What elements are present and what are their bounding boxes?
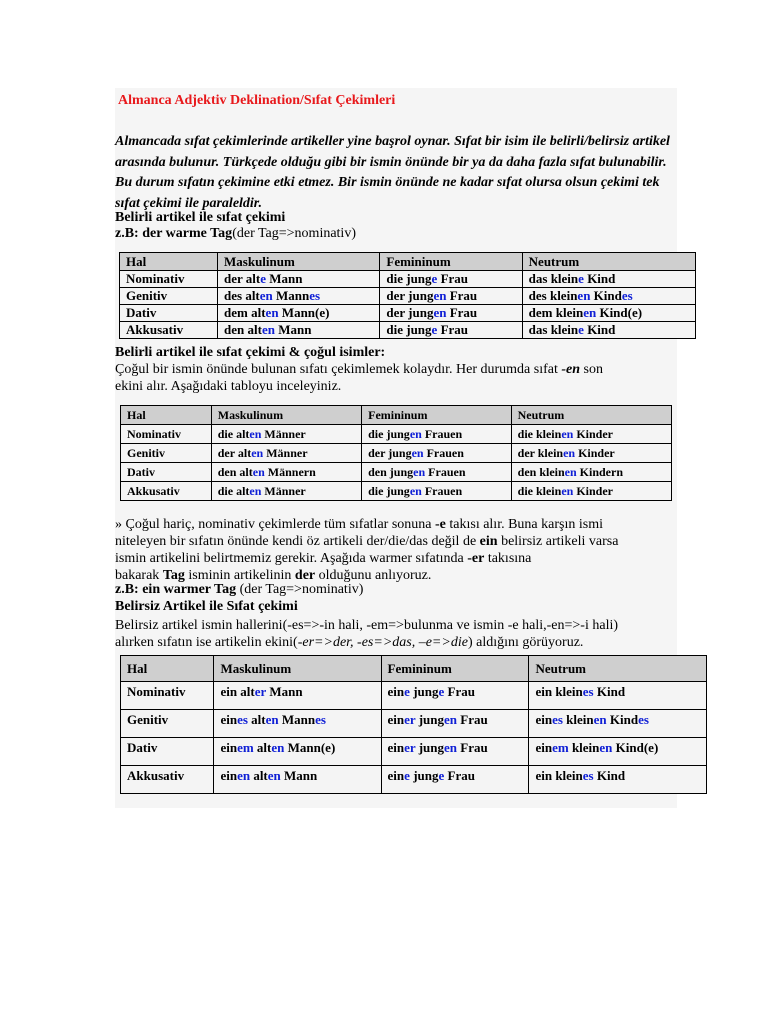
ending-highlight: en (583, 305, 597, 320)
cell-text: Mann (272, 288, 310, 303)
section3-text: ) aldığını görüyoruz. (467, 635, 584, 650)
cell-text: Kind (593, 684, 626, 699)
table-header-cell: Neutrum (511, 406, 671, 425)
cell-text: Kind (590, 288, 622, 303)
cell-text: ein alt (220, 684, 255, 699)
table-cell (522, 305, 695, 322)
ending-highlight: es (582, 768, 594, 783)
case-label: Dativ (121, 463, 212, 482)
cell-text: die jung (368, 483, 410, 498)
ending-highlight: en (249, 426, 262, 441)
section3-italic: -er=>der, -es=>das, –e=>die (297, 635, 468, 650)
ending-highlight: en (413, 464, 426, 479)
cell-text: Kinder (575, 445, 615, 460)
table-header-cell: Maskulinum (211, 406, 361, 425)
ending-highlight: er (254, 684, 267, 699)
section3-paragraph2 (115, 617, 618, 651)
cell-text: der alt (224, 271, 261, 286)
ending-highlight: en (593, 712, 607, 727)
section1-example (115, 226, 356, 242)
section3-bold: -er (467, 551, 485, 566)
cell-text: der jung (368, 445, 412, 460)
cell-text: ein klein (535, 768, 583, 783)
section1-title: Belirli artikel ile sıfat çekimi (115, 210, 286, 225)
table-cell (211, 482, 361, 501)
table-cell (522, 288, 695, 305)
ending-highlight: en (563, 445, 576, 460)
section3-example-rest: (der Tag=>nominativ) (236, 582, 364, 597)
case-label: Dativ (120, 305, 218, 322)
cell-text: der alt (217, 445, 252, 460)
ending-highlight: en (409, 426, 422, 441)
cell-text: das klein (528, 271, 579, 286)
section1-example-bold: z.B: der warme Tag (115, 226, 233, 241)
cell-text: Mann (266, 271, 303, 286)
ending-highlight: en (251, 445, 264, 460)
cell-text: klein (568, 740, 600, 755)
cell-text: die jung (386, 271, 432, 286)
cell-text: Mann (274, 322, 312, 337)
table-cell (529, 710, 707, 738)
table-cell (511, 425, 671, 444)
table-cell (511, 444, 671, 463)
ending-highlight: en (444, 740, 458, 755)
case-label: Genitiv (121, 710, 214, 738)
cell-text: die klein (517, 483, 562, 498)
section3-bold: Tag (162, 568, 185, 583)
cell-text: Kind(e) (596, 305, 643, 320)
cell-text: den jung (368, 464, 414, 479)
cell-text: ein (220, 768, 238, 783)
table-cell (381, 710, 529, 738)
table-cell (381, 766, 529, 794)
cell-text: alt (250, 768, 268, 783)
cell-text: Frau (444, 768, 475, 783)
cell-text: Mann(e) (278, 305, 330, 320)
table-cell (362, 444, 512, 463)
cell-text: Kinder (573, 426, 613, 441)
cell-text: jung (415, 712, 445, 727)
table-cell (218, 322, 380, 339)
ending-highlight: en (237, 768, 251, 783)
ending-highlight: es (552, 712, 563, 727)
ending-highlight: en (261, 322, 275, 337)
ending-highlight: e (404, 684, 410, 699)
cell-text: der jung (386, 288, 434, 303)
ending-highlight: en (249, 483, 262, 498)
table-cell (380, 322, 522, 339)
cell-text: Frauen (421, 426, 463, 441)
table-cell (218, 305, 380, 322)
cell-text: Männern (264, 464, 316, 479)
cell-text: Frau (446, 305, 478, 320)
cell-text: Mann (266, 684, 303, 699)
ending-highlight: en (265, 712, 279, 727)
table-row (121, 738, 707, 766)
ending-highlight: en (444, 712, 458, 727)
intro-paragraph: Almancada sıfat çekimlerinde artikeller yine başrol oynar. Sıfat bir isim ile belirli/belirsiz artikel arasında bulunur. Türkçede olduğu gibi bir ismin önünde bir ya da daha fazla sıfat bulunabilir. Bu durum sıfatın çekimine etki etmez. Bir ismin önünde ne kadar sıfat olursa olsun çekimi tek sıfat çekimi ile paraleldir. (115, 134, 670, 211)
table-cell (362, 425, 512, 444)
cell-text: Frauen (421, 483, 463, 498)
table-cell (211, 425, 361, 444)
table-cell (218, 288, 380, 305)
cell-text: jung (415, 740, 445, 755)
ending-highlight: en (409, 483, 422, 498)
case-label: Akkusativ (120, 322, 218, 339)
case-label: Dativ (121, 738, 214, 766)
cell-text: klein (562, 712, 594, 727)
table-cell (362, 482, 512, 501)
table-cell (529, 738, 707, 766)
cell-text: Frau (444, 684, 475, 699)
cell-text: ein (535, 712, 553, 727)
ending-highlight: es (309, 288, 321, 303)
cell-text: alt (247, 712, 266, 727)
table-header-cell: Hal (121, 656, 214, 682)
section2-text: ekini alır. Aşağıdaki tabloyu inceleyiniz. (115, 379, 342, 394)
ending-highlight: en (433, 305, 447, 320)
ending-highlight: e (404, 768, 410, 783)
section3-text: takısına (484, 551, 532, 566)
ending-highlight: e (578, 271, 584, 286)
table-cell (529, 682, 707, 710)
cell-text: ein (387, 768, 405, 783)
case-label: Akkusativ (121, 482, 212, 501)
cell-text: die jung (368, 426, 410, 441)
cell-text: Frau (437, 271, 469, 286)
cell-text: dem alt (224, 305, 266, 320)
table-row (120, 322, 696, 339)
table-row (121, 766, 707, 794)
table-cell (380, 271, 522, 288)
table-cell (511, 463, 671, 482)
ending-highlight: es (237, 712, 248, 727)
table-row (121, 463, 672, 482)
cell-text: alt (253, 740, 272, 755)
ending-highlight: es (582, 684, 594, 699)
section3-text: niteleyen bir sıfatın önünde kendi öz artikeli der/die/das değil de (115, 534, 480, 549)
section3-text: Belirsiz artikel ismin hallerini(-es=>-in hali, -em=>bulunma ve ismin -e hali,-en=>-i hali) (115, 618, 619, 633)
ending-highlight: e (431, 271, 438, 286)
ending-highlight: er (404, 712, 416, 727)
table-row (121, 482, 672, 501)
section2-paragraph (115, 361, 603, 395)
table-cell (362, 463, 512, 482)
table-header-cell: Hal (120, 253, 218, 271)
case-label: Nominativ (121, 682, 214, 710)
case-label: Genitiv (121, 444, 212, 463)
cell-text: ein klein (535, 684, 583, 699)
definite-article-table (119, 252, 696, 339)
cell-text: jung (409, 768, 439, 783)
section3-text: isminin artikelinin (184, 568, 295, 583)
cell-text: Frau (446, 288, 478, 303)
table-header-cell: Femininum (381, 656, 529, 682)
ending-highlight: es (638, 712, 649, 727)
table-cell (381, 738, 529, 766)
cell-text: Männer (261, 426, 306, 441)
plural-definite-table (120, 405, 672, 501)
section3-paragraph (115, 516, 618, 584)
section3-bold: der (294, 568, 316, 583)
table-cell (214, 682, 381, 710)
ending-highlight: en (271, 740, 285, 755)
cell-text: den alt (217, 464, 253, 479)
cell-text: Frau (457, 740, 488, 755)
cell-text: Kind(e) (612, 740, 659, 755)
ending-highlight: en (252, 464, 265, 479)
cell-text: ein (535, 740, 553, 755)
table-cell (381, 682, 529, 710)
ending-highlight: e (438, 768, 445, 783)
table-header-cell: Femininum (362, 406, 512, 425)
cell-text: Frau (437, 322, 469, 337)
section2-suffix: -en (561, 362, 581, 377)
table-row (121, 425, 672, 444)
ending-highlight: en (561, 483, 574, 498)
cell-text: die klein (517, 426, 562, 441)
cell-text: der jung (386, 305, 434, 320)
table-row (120, 305, 696, 322)
ending-highlight: e (260, 271, 267, 286)
table-cell (214, 766, 381, 794)
table-cell (380, 305, 522, 322)
section1-example-rest: (der Tag=>nominativ) (232, 226, 356, 241)
cell-text: ein (387, 740, 405, 755)
table-row (121, 710, 707, 738)
cell-text: Kindern (576, 464, 623, 479)
case-label: Nominativ (121, 425, 212, 444)
case-label: Nominativ (120, 271, 218, 288)
table-header-cell: Maskulinum (218, 253, 380, 271)
section3-text: bakarak (115, 568, 163, 583)
ending-highlight: en (561, 426, 574, 441)
cell-text: die alt (217, 426, 250, 441)
cell-text: Kind (583, 322, 616, 337)
table-header-row (121, 406, 672, 425)
cell-text: Mann(e) (284, 740, 336, 755)
ending-highlight: en (564, 464, 577, 479)
section3-title: Belirsiz Artikel ile Sıfat çekimi (115, 599, 298, 614)
table-cell (211, 444, 361, 463)
table-cell (214, 710, 381, 738)
cell-text: ein (387, 712, 405, 727)
table-row (120, 271, 696, 288)
table-cell (529, 766, 707, 794)
cell-text: die alt (217, 483, 250, 498)
table-cell (522, 322, 695, 339)
table-row (121, 682, 707, 710)
cell-text: das klein (528, 322, 579, 337)
cell-text: den alt (224, 322, 262, 337)
cell-text: Männer (261, 483, 306, 498)
ending-highlight: en (265, 305, 279, 320)
cell-text: ein (387, 684, 405, 699)
section3-bold: -e (434, 517, 446, 532)
section3-text: takısı alır. Buna karşın ismi (445, 517, 603, 532)
ending-highlight: em (237, 740, 254, 755)
ending-highlight: en (433, 288, 447, 303)
indefinite-article-table (120, 655, 707, 794)
section3-bold: ein (479, 534, 498, 549)
ending-highlight: er (404, 740, 416, 755)
table-header-row (120, 253, 696, 271)
cell-text: des alt (224, 288, 260, 303)
case-label: Akkusativ (121, 766, 214, 794)
section3-text: belirsiz artikeli varsa (497, 534, 619, 549)
table-cell (218, 271, 380, 288)
ending-highlight: es (315, 712, 326, 727)
cell-text: Frauen (423, 445, 464, 460)
table-cell (522, 271, 695, 288)
cell-text: ein (220, 740, 238, 755)
table-cell (211, 463, 361, 482)
case-label: Genitiv (120, 288, 218, 305)
cell-text: Kinder (573, 483, 613, 498)
section3-example (115, 582, 363, 598)
table-cell (214, 738, 381, 766)
cell-text: Mann (280, 768, 318, 783)
table-header-cell: Hal (121, 406, 212, 425)
ending-highlight: e (578, 322, 584, 337)
cell-text: Kind (583, 271, 616, 286)
ending-highlight: en (577, 288, 591, 303)
ending-highlight: en (259, 288, 273, 303)
ending-highlight: es (621, 288, 633, 303)
section3-example-bold: z.B: ein warmer Tag (115, 582, 237, 597)
table-row (121, 444, 672, 463)
table-header-cell: Neutrum (522, 253, 695, 271)
table-header-cell: Femininum (380, 253, 522, 271)
section2-text: Çoğul bir ismin önünde bulunan sıfatı çekimlemek kolaydır. Her durumda sıfat (115, 362, 562, 377)
cell-text: der klein (517, 445, 564, 460)
ending-highlight: e (431, 322, 438, 337)
table-row (120, 288, 696, 305)
cell-text: Kind (606, 712, 639, 727)
cell-text: den klein (517, 464, 565, 479)
ending-highlight: en (267, 768, 281, 783)
section2-title: Belirli artikel ile sıfat çekimi & çoğul isimler: (115, 345, 386, 360)
table-header-cell: Neutrum (529, 656, 707, 682)
cell-text: Frauen (425, 464, 466, 479)
section3-text: alırken sıfatın ise artikelin ekini( (115, 635, 298, 650)
table-header-row (121, 656, 707, 682)
table-cell (380, 288, 522, 305)
ending-highlight: en (411, 445, 424, 460)
cell-text: jung (409, 684, 439, 699)
cell-text: des klein (528, 288, 578, 303)
table-cell (511, 482, 671, 501)
section2-text: son (580, 362, 603, 377)
section3-text: ismin artikelini belirtmemiz gerekir. Aşağıda warmer sıfatında (115, 551, 468, 566)
document-title: Almanca Adjektiv Deklination/Sıfat Çekimleri (118, 93, 396, 108)
cell-text: Kind (593, 768, 626, 783)
cell-text: dem klein (528, 305, 584, 320)
cell-text: Männer (263, 445, 308, 460)
ending-highlight: em (552, 740, 569, 755)
cell-text: Mann (278, 712, 316, 727)
ending-highlight: en (599, 740, 613, 755)
cell-text: ein (220, 712, 238, 727)
cell-text: Frau (457, 712, 488, 727)
section3-text: » Çoğul hariç, nominativ çekimlerde tüm sıfatlar sonuna (115, 517, 435, 532)
section3-text: olduğunu anlıyoruz. (315, 568, 432, 583)
table-header-cell: Maskulinum (214, 656, 381, 682)
cell-text: die jung (386, 322, 432, 337)
ending-highlight: e (438, 684, 445, 699)
